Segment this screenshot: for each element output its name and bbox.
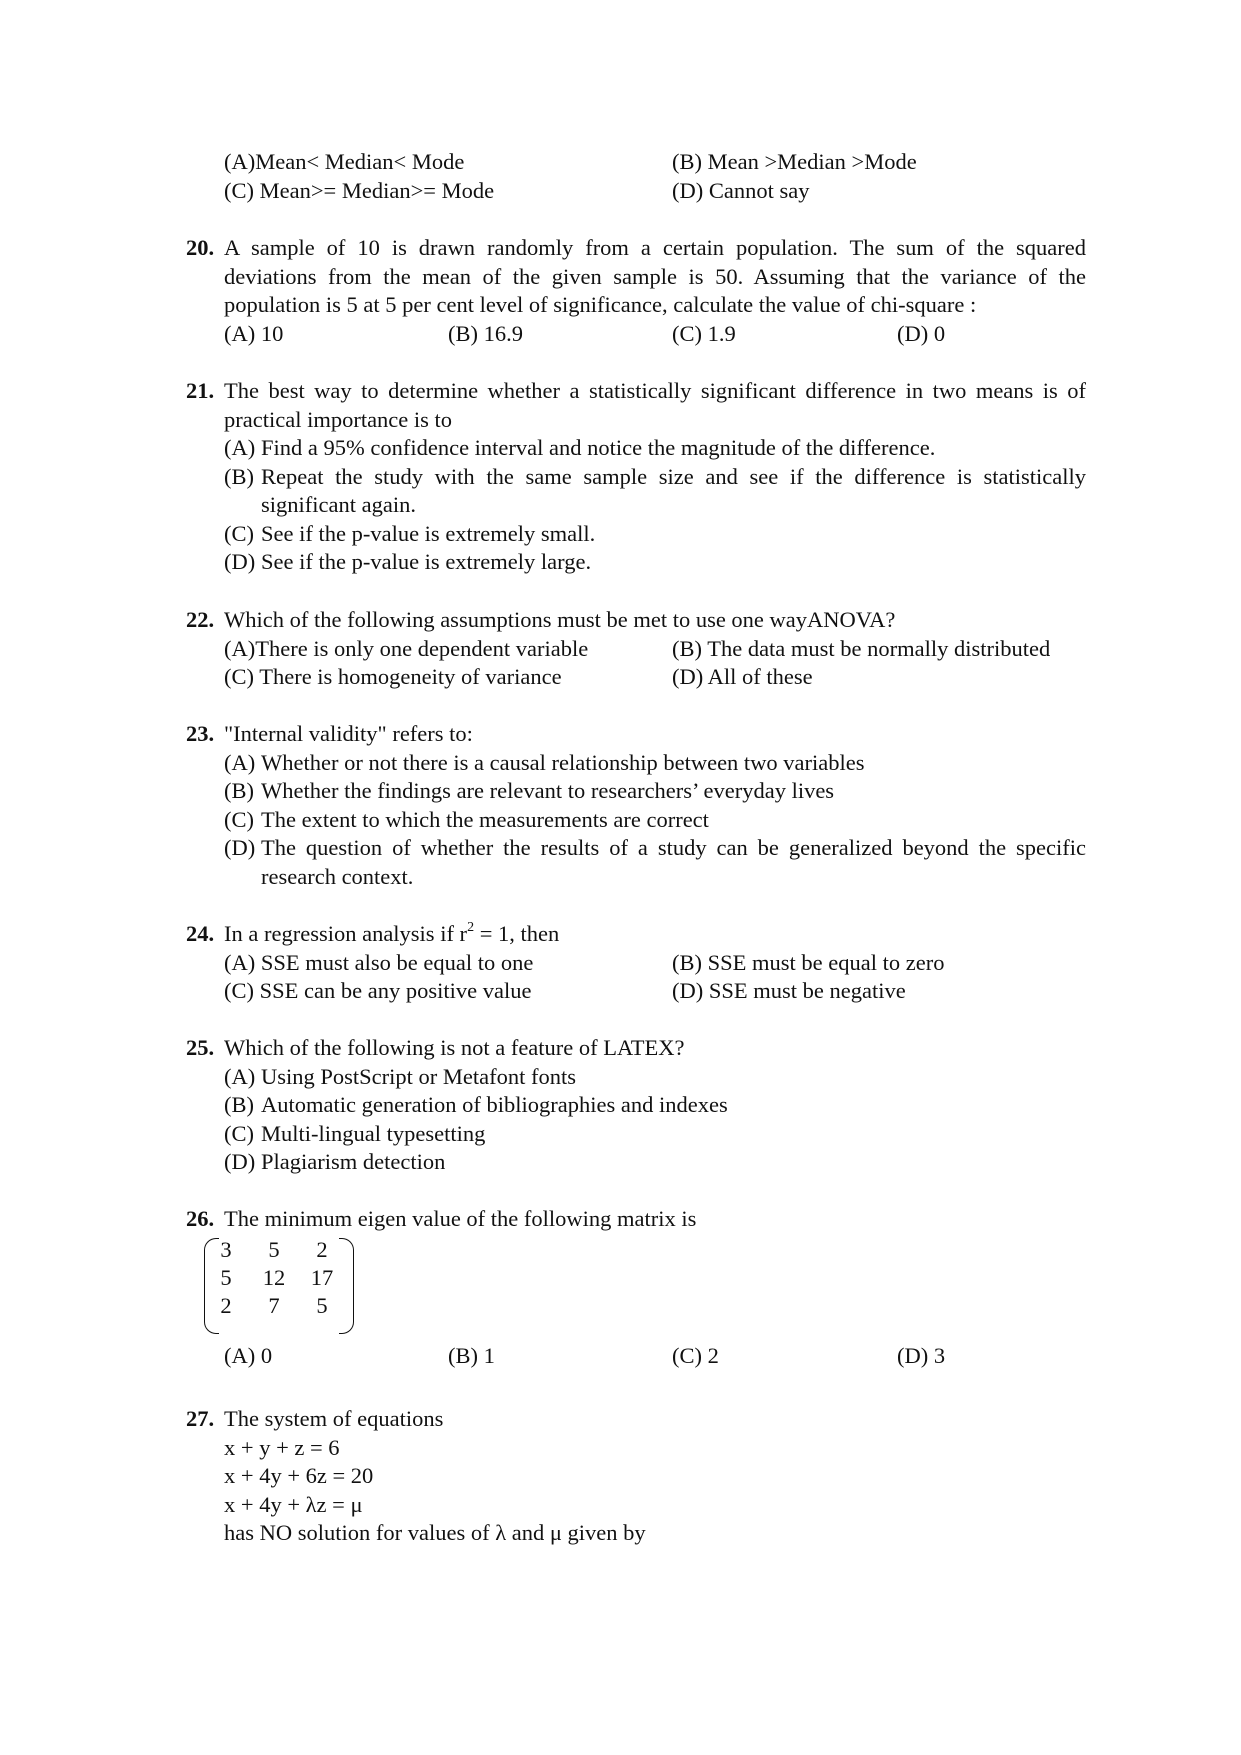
question-text: The system of equations — [224, 1406, 444, 1431]
question-number: 21. — [186, 378, 215, 403]
option-b: (B) 1 — [448, 1342, 495, 1368]
question-text: The best way to determine whether a statistically significant difference in two means is of practical importance is to — [224, 378, 1086, 432]
question-24 — [186, 920, 1086, 1006]
matrix-row — [204, 1264, 354, 1292]
option-d: (D) 3 — [897, 1342, 946, 1368]
matrix-cell: 12 — [262, 1264, 286, 1290]
matrix-cell: 3 — [220, 1236, 232, 1262]
question-text: In a regression analysis if $r^2 = 1$, then — [224, 919, 560, 946]
option-c: (C) Mean>= Median>= Mode — [224, 177, 495, 203]
equation-1: x + y + z = 6 — [224, 1434, 340, 1460]
option-d: (D) Plagiarism detection — [224, 1149, 446, 1175]
option-d: (D) 0 — [897, 321, 946, 346]
matrix-row — [204, 1236, 354, 1264]
matrix — [204, 1236, 354, 1336]
matrix-cell: 5 — [220, 1264, 232, 1290]
question-text: Which of the following is not a feature of LATEX? — [224, 1035, 685, 1060]
option-c: (C) 2 — [672, 1342, 719, 1368]
option-d: (D) Cannot say — [672, 177, 810, 203]
question-text: Which of the following assumptions must be met to use one wayANOVA? — [224, 607, 896, 632]
option-b: (B) 16.9 — [448, 321, 523, 346]
question-21 — [186, 377, 1086, 577]
option-d: (D) SSE must be negative — [672, 978, 906, 1004]
option-c: (C) The extent to which the measurements are correct — [224, 806, 709, 832]
question-text: A sample of 10 is drawn randomly from a certain population. The sum of the squared deviations from the mean of the given sample is 50. Assuming that the variance of the population is 5 at 5 per cent level of significance, calculate the value of chi-square : — [224, 235, 1086, 317]
option-c: (C) 1.9 — [672, 321, 736, 346]
matrix-cell: 5 — [268, 1236, 280, 1262]
option-c: (C) Multi-lingual typesetting — [224, 1120, 486, 1146]
option-b: (B) The data must be normally distributed — [672, 635, 1051, 661]
question-25 — [186, 1034, 1086, 1177]
question-20 — [186, 234, 1086, 349]
equation-3: x + 4y + λz = μ — [224, 1491, 363, 1517]
question-text: The minimum eigen value of the following matrix is — [224, 1206, 697, 1231]
question-text: "Internal validity" refers to: — [224, 721, 473, 746]
option-c: (C) There is homogeneity of variance — [224, 664, 562, 690]
question-number: 27. — [186, 1406, 215, 1431]
question-number: 24. — [186, 921, 215, 946]
option-a: (A)Mean< Median< Mode — [224, 149, 465, 174]
option-a: (A) Using PostScript or Metafont fonts — [224, 1063, 576, 1089]
matrix-cell: 5 — [316, 1292, 328, 1318]
question-22 — [186, 606, 1086, 692]
matrix-cell: 17 — [310, 1264, 334, 1290]
question-number: 25. — [186, 1035, 215, 1060]
option-a: (A) SSE must also be equal to one — [224, 949, 534, 975]
question-23 — [186, 720, 1086, 891]
option-b: (B) Repeat the study with the same sample size and see if the difference is statistically significant again. — [224, 463, 1086, 517]
question-27 — [186, 1405, 1086, 1548]
option-c: (C) See if the p-value is extremely small. — [224, 520, 596, 546]
option-a: (A) Whether or not there is a causal relationship between two variables — [224, 749, 865, 775]
option-b: (B) Mean >Median >Mode — [672, 149, 917, 174]
question-19-options — [186, 148, 1086, 205]
question-26 — [186, 1205, 1086, 1370]
option-c: (C) SSE can be any positive value — [224, 978, 532, 1004]
option-b: (B) SSE must be equal to zero — [672, 949, 945, 975]
matrix-cell: 2 — [316, 1236, 328, 1262]
option-a: (A) Find a 95% confidence interval and notice the magnitude of the difference. — [224, 435, 936, 460]
question-number: 22. — [186, 607, 215, 632]
question-number: 20. — [186, 235, 215, 260]
option-b: (B) Whether the findings are relevant to researchers’ everyday lives — [224, 778, 835, 804]
option-d: (D) All of these — [672, 664, 813, 690]
option-a: (A) 10 — [224, 321, 284, 346]
question-number: 26. — [186, 1206, 215, 1231]
matrix-cell: 7 — [268, 1292, 280, 1318]
option-a: (A) 0 — [224, 1342, 273, 1368]
option-a: (A)There is only one dependent variable — [224, 635, 589, 661]
option-d: (D) See if the p-value is extremely large. — [224, 549, 592, 574]
equation-2: x + 4y + 6z = 20 — [224, 1463, 374, 1489]
option-b: (B) Automatic generation of bibliographies and indexes — [224, 1092, 728, 1118]
question-number: 23. — [186, 721, 215, 746]
question-tail: has NO solution for values of λ and μ given by — [224, 1520, 646, 1546]
option-d: (D) The question of whether the results of a study can be generalized beyond the specific research context. — [224, 835, 1086, 889]
matrix-cell: 2 — [220, 1292, 232, 1318]
matrix-row — [204, 1292, 354, 1320]
